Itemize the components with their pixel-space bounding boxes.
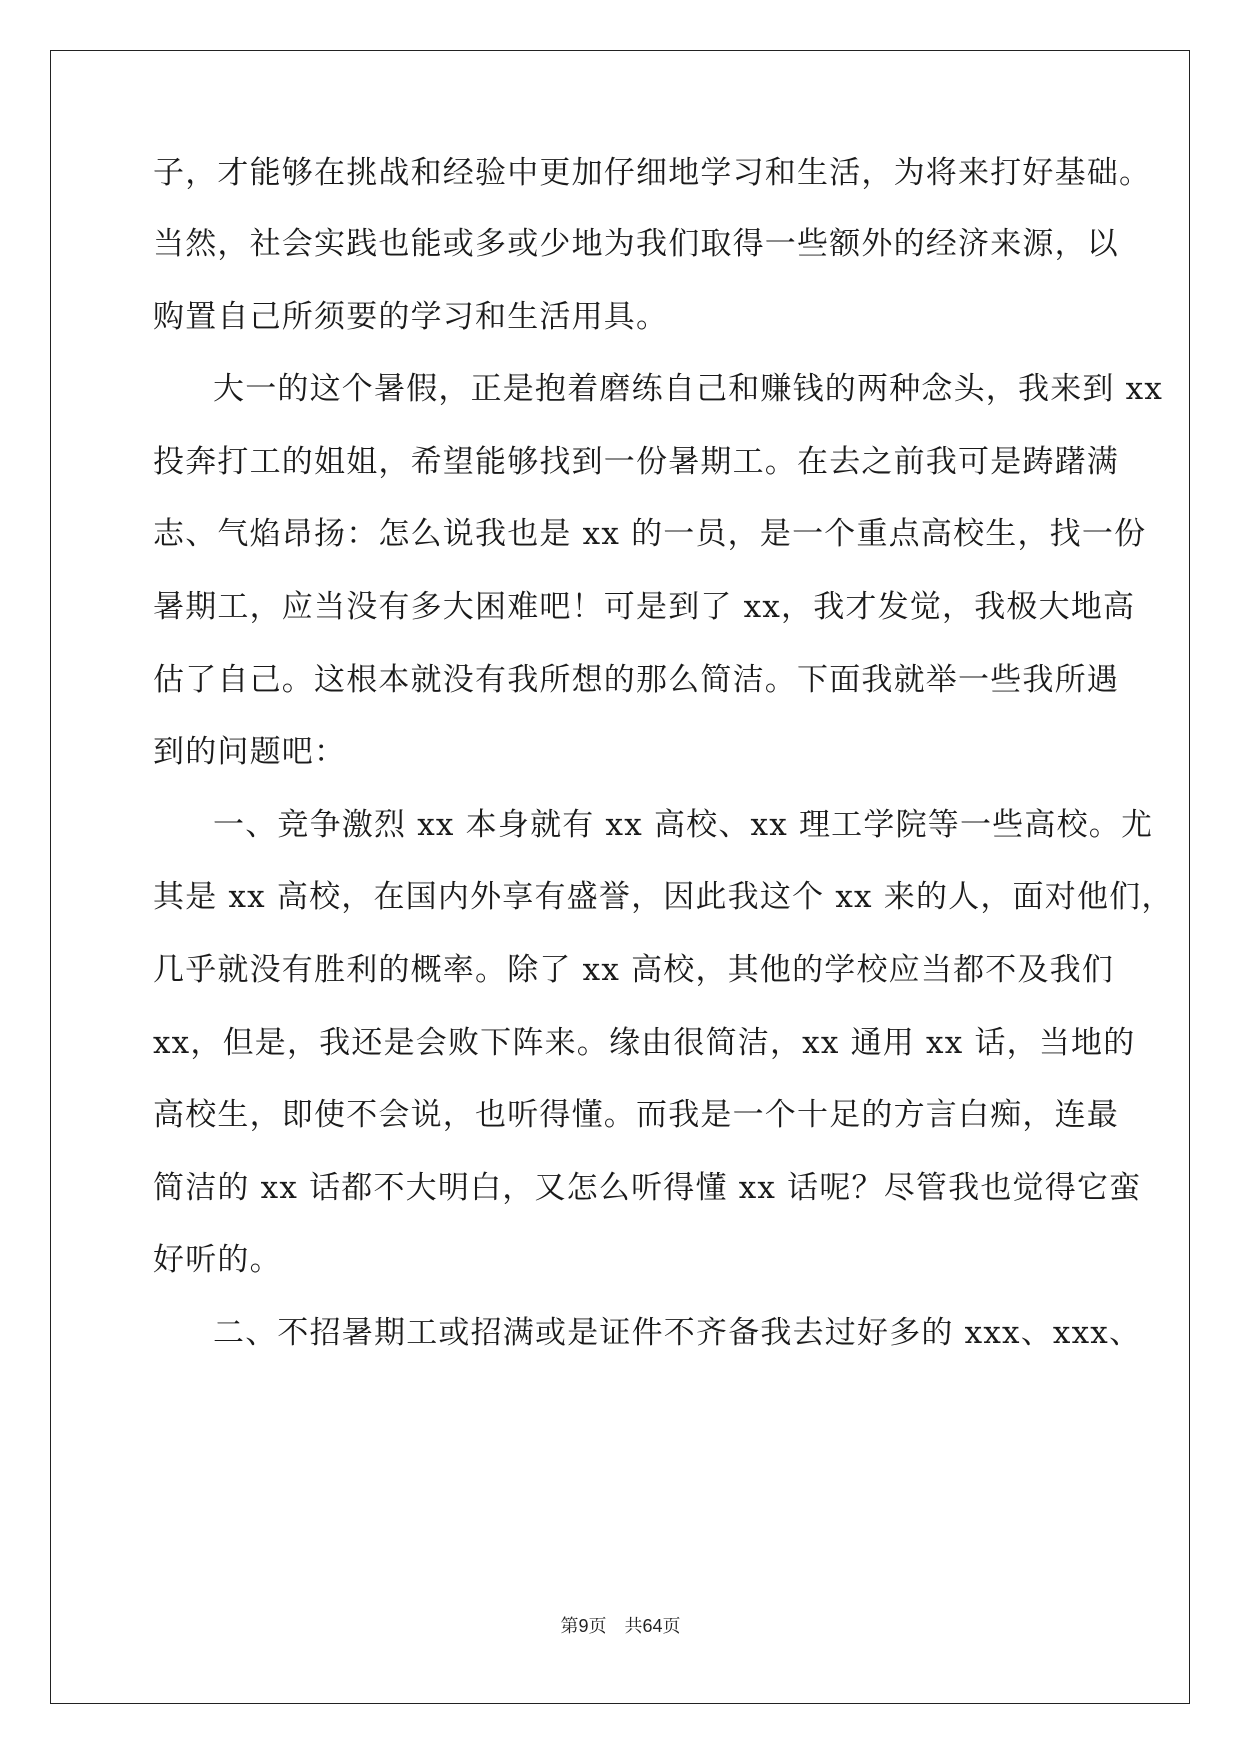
text-line-11: 其是 xx 高校，在国内外享有盛誉，因此我这个 xx 来的人，面对他们， <box>153 879 1174 915</box>
footer-page-suffix: 页 <box>662 1616 681 1637</box>
text-line-16: 好听的。 <box>153 1242 282 1278</box>
footer-page-current: 9 <box>578 1616 589 1636</box>
text-line-7: 暑期工，应当没有多大困难吧！可是到了 xx，我才发觉，我极大地高 <box>153 589 1136 625</box>
text-line-13: xx，但是，我还是会败下阵来。缘由很简洁，xx 通用 xx 话，当地的 <box>153 1025 1136 1061</box>
text-line-12: 几乎就没有胜利的概率。除了 xx 高校，其他的学校应当都不及我们 <box>153 952 1115 988</box>
text-line-14: 高校生，即使不会说，也听得懂。而我是一个十足的方言白痴，连最 <box>153 1097 1119 1133</box>
text-line-15: 简洁的 xx 话都不大明白，又怎么听得懂 xx 话呢？尽管我也觉得它蛮 <box>153 1170 1142 1206</box>
text-line-10: 一、竞争激烈 xx 本身就有 xx 高校、xx 理工学院等一些高校。尤 <box>213 807 1154 843</box>
text-line-4: 大一的这个暑假，正是抱着磨练自己和赚钱的两种念头，我来到 xx <box>213 371 1164 407</box>
text-line-6: 志、气焰昂扬：怎么说我也是 xx 的一员，是一个重点高校生，找一份 <box>153 516 1147 552</box>
page-footer <box>0 1612 1241 1638</box>
text-line-8: 估了自己。这根本就没有我所想的那么简洁。下面我就举一些我所遇 <box>153 662 1119 698</box>
text-line-5: 投奔打工的姐姐，希望能够找到一份暑期工。在去之前我可是踌躇满 <box>153 444 1119 480</box>
text-line-3: 购置自己所须要的学习和生活用具。 <box>153 299 669 335</box>
footer-page-mid: 页 共 <box>588 1616 643 1637</box>
footer-page-total: 64 <box>642 1616 663 1636</box>
text-line-9: 到的问题吧： <box>153 734 347 770</box>
footer-page-prefix: 第 <box>560 1616 579 1637</box>
text-line-17: 二、不招暑期工或招满或是证件不齐备我去过好多的 xxx、xxx、 <box>213 1315 1142 1351</box>
text-line-2: 当然，社会实践也能或多或少地为我们取得一些额外的经济来源，以 <box>153 226 1119 262</box>
text-line-1: 子，才能够在挑战和经验中更加仔细地学习和生活，为将来打好基础。 <box>153 155 1152 191</box>
